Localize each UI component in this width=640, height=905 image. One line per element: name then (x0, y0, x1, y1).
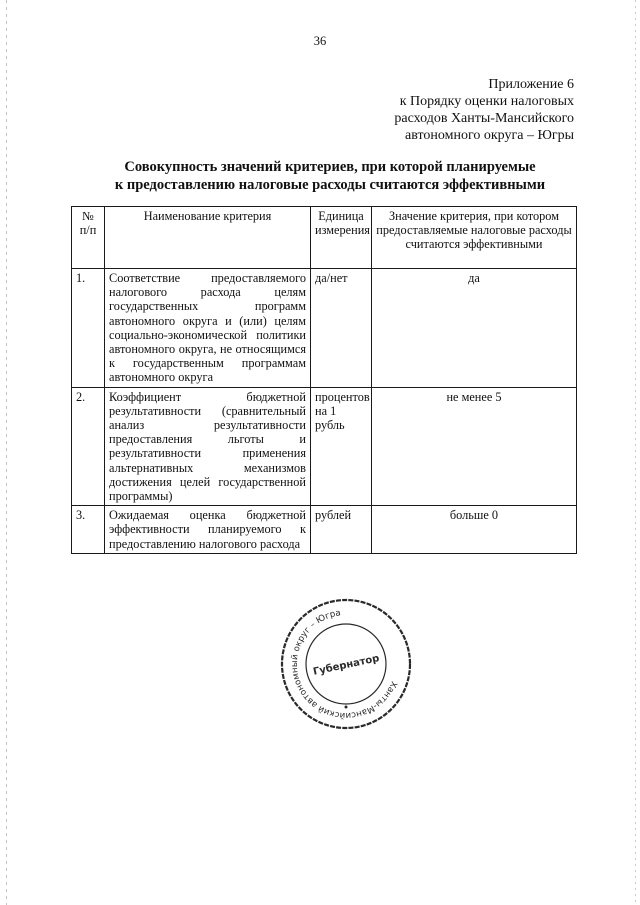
header-criterion-value: Значение критерия, при котором предоставляемые налоговые расходы считаются эффективными (372, 207, 577, 269)
page-edge-right (635, 0, 636, 905)
page-edge-left (6, 0, 7, 905)
table-header-row (72, 207, 577, 269)
governor-seal-stamp (279, 597, 413, 731)
row-criterion-value: не менее 5 (372, 387, 577, 506)
row-unit: да/нет (311, 269, 372, 388)
page-number: 36 (313, 34, 327, 48)
header-number: № п/п (72, 207, 105, 269)
row-criterion-value: больше 0 (372, 506, 577, 554)
document-title-line-2: к предоставлению налоговые расходы считаются эффективными (114, 177, 546, 193)
row-unit: процентов на 1 рубль (311, 387, 372, 506)
row-number: 1. (72, 269, 105, 388)
row-criterion-name: Коэффициент бюджетной результативности (сравнительный анализ результативности предоставления льготы и результативности применения альтернативных механизмов достижения целей государственной программы) (105, 387, 311, 506)
row-number: 2. (72, 387, 105, 506)
row-criterion-name: Соответствие предоставляемого налогового расхода целям государственных программ автономного округа и (или) целям социально-экономической политики автономного округа, не относящимся к государственным программам автономного округа (105, 269, 311, 388)
criteria-table (71, 206, 577, 554)
appendix-line-4: автономного округа – Югры (405, 128, 574, 143)
header-criterion-name: Наименование критерия (105, 207, 311, 269)
appendix-line-1: Приложение 6 (488, 77, 574, 92)
table-row (72, 387, 577, 506)
table-row (72, 269, 577, 388)
document-title-line-1: Совокупность значений критериев, при которой планируемые (124, 159, 536, 175)
row-number: 3. (72, 506, 105, 554)
header-unit: Единица измерения (311, 207, 372, 269)
seal-ring-text: Ханты-Мансийский автономный округ – Югра (289, 608, 399, 721)
appendix-reference (394, 76, 574, 144)
table-row (72, 506, 577, 554)
row-unit: рублей (311, 506, 372, 554)
seal-center-text: Губернатор (312, 653, 381, 678)
document-title (70, 158, 590, 194)
appendix-line-3: расходов Ханты-Мансийского (394, 111, 574, 126)
row-criterion-value: да (372, 269, 577, 388)
appendix-line-2: к Порядку оценки налоговых (399, 94, 574, 109)
row-criterion-name: Ожидаемая оценка бюджетной эффективности планируемого к предоставлению налогового расхода (105, 506, 311, 554)
seal-bottom-dot (345, 706, 348, 709)
